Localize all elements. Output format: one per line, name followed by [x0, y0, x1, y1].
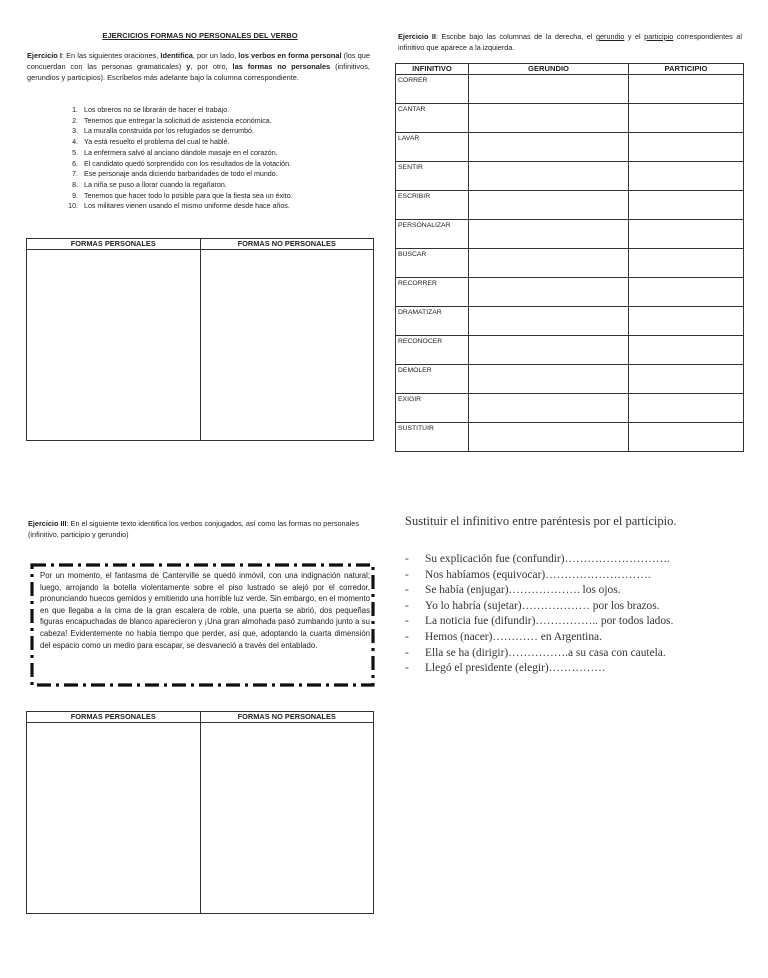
infinitive-cell: ESCRIBIR — [396, 191, 469, 220]
participle-item-text: Yo lo habría (sujetar)……………… por los brazos. — [425, 599, 660, 612]
sentence-item: 1. Los obreros no se librarán de hacer el trabajo. — [80, 105, 400, 116]
infinitive-cell: DEMOLER — [396, 365, 469, 394]
sentence-item: 5. La enfermera salvó al anciano dándole masaje en el corazón. — [80, 148, 400, 159]
instruction-text: y el — [624, 32, 645, 41]
infinitive-cell: DRAMATIZAR — [396, 307, 469, 336]
participle-item-text: La noticia fue (difundir)…………….. por todos lados. — [425, 615, 674, 628]
exercise-2-instructions — [398, 31, 742, 53]
participle-item — [405, 599, 673, 615]
sentence-item: 8. La niña se puso a llorar cuando la regañaron. — [80, 180, 400, 191]
sentence-item: 6. El candidato quedó sorprendido con los resultados de la votación. — [80, 159, 400, 170]
sentence-item: 2. Tenemos que entregar la solicitud de asistencia económica. — [80, 116, 400, 127]
gerund-cell[interactable] — [469, 365, 629, 394]
instruction-bold: Identifica — [160, 51, 193, 60]
exercise-1-label: Ejercicio I — [27, 51, 62, 60]
answer-cell-personales[interactable] — [27, 250, 201, 441]
gerund-cell[interactable] — [469, 104, 629, 133]
participle-cell[interactable] — [629, 104, 744, 133]
column-header-no-personales: FORMAS NO PERSONALES — [200, 712, 374, 723]
instruction-text: : Escribe bajo las columnas de la derecha, el — [435, 32, 596, 41]
sentence-list — [50, 105, 400, 212]
infinitive-cell: SUSTITUIR — [396, 423, 469, 452]
sentence-item: 9. Tenemos que hacer todo lo posible para que la fiesta sea un éxito. — [80, 191, 400, 202]
infinitive-cell: CANTAR — [396, 104, 469, 133]
participle-cell[interactable] — [629, 220, 744, 249]
gerund-cell[interactable] — [469, 336, 629, 365]
worksheet-title: EJERCICIOS FORMAS NO PERSONALES DEL VERBO — [102, 31, 298, 40]
bullet-dash: - — [405, 615, 409, 628]
participle-cell[interactable] — [629, 394, 744, 423]
column-header-personales: FORMAS PERSONALES — [27, 712, 201, 723]
column-header-gerundio: GERUNDIO — [469, 64, 629, 75]
bullet-dash: - — [405, 662, 409, 675]
infinitive-cell: CORRER — [396, 75, 469, 104]
canterville-passage: Por un momento, el fantasma de Canterville se quedó inmóvil, con una indignación natural; luego, arrojando la botella violentamente sobre el piso lustrado se alejó por el corredor, pronunciando huecos gemidos y emitiendo una horrible luz verde. Sin embargo, en el momento en que llegaba a la cima de la gran escalera de roble, una puerta se abrió, dos pequeñas figuras encapuchadas de blanco aparecieron y ¡Una gran almohada pasó zumbando junto a su cabeza! Evidentemente no había tiempo que perder, así que, adoptando la cuarta dimensión del espacio como un medio para escapar, se desvaneció a través del entablado. — [40, 571, 370, 650]
participle-cell[interactable] — [629, 336, 744, 365]
participle-item — [405, 568, 673, 584]
infinitive-cell: LAVAR — [396, 133, 469, 162]
instruction-text: : En las siguientes oraciones, — [61, 51, 161, 60]
gerund-cell[interactable] — [469, 220, 629, 249]
column-header-infinitivo: INFINITIVO — [396, 64, 469, 75]
instruction-text: , por otro, — [190, 62, 233, 71]
infinitive-cell: RECONOCER — [396, 336, 469, 365]
gerund-cell[interactable] — [469, 249, 629, 278]
instruction-bold: y — [186, 62, 191, 71]
instruction-bold: las formas no personales — [232, 62, 331, 71]
infinitive-cell: BUSCAR — [396, 249, 469, 278]
instruction-text: , por un lado, — [192, 51, 239, 60]
participle-item — [405, 583, 673, 599]
participle-item-text: Nos habíamos (equivocar)………………………. — [425, 568, 651, 581]
bullet-dash: - — [405, 553, 409, 565]
bullet-dash: - — [405, 599, 409, 612]
gerund-cell[interactable] — [469, 394, 629, 423]
participle-cell[interactable] — [629, 191, 744, 220]
column-header-personales: FORMAS PERSONALES — [27, 239, 201, 250]
bullet-dash: - — [405, 568, 409, 581]
bullet-dash: - — [405, 646, 409, 659]
gerund-cell[interactable] — [469, 75, 629, 104]
infinitive-cell: EXIGIR — [396, 394, 469, 423]
exercise-3-label: Ejercicio III — [28, 519, 67, 528]
participle-cell[interactable] — [629, 423, 744, 452]
exercise-1-answer-table — [26, 238, 374, 441]
participle-item-text: Su explicación fue (confundir)………………………. — [425, 553, 670, 565]
instruction-underlined: gerundio — [595, 32, 625, 41]
participle-exercise-list — [405, 552, 673, 677]
participle-exercise-title: Sustituir el infinitivo entre paréntesis por el participio. — [405, 514, 677, 528]
instruction-bold: los verbos en forma personal — [238, 51, 342, 60]
exercise-1-instructions — [27, 50, 370, 83]
participle-item — [405, 661, 673, 677]
participle-cell[interactable] — [629, 307, 744, 336]
infinitive-cell: SENTIR — [396, 162, 469, 191]
exercise-3-answer-table — [26, 711, 374, 914]
instruction-underlined: participio — [644, 32, 674, 41]
verb-forms-table — [395, 63, 744, 452]
participle-item-text: Se había (enjugar)………………. los ojos. — [425, 584, 621, 597]
answer-cell-personales[interactable] — [27, 723, 201, 914]
gerund-cell[interactable] — [469, 278, 629, 307]
participle-cell[interactable] — [629, 249, 744, 278]
instruction-text: (infinitivos, gerundios y participios). Escríbelos más adelante bajo la columna correspondiente. — [27, 62, 370, 82]
sentence-item: 4. Ya está resuelto el problema del cual te hablé. — [80, 137, 400, 148]
sentence-item: 10. Los militares vienen usando el mismo uniforme desde hace años. — [80, 201, 400, 212]
participle-item — [405, 630, 673, 646]
participle-item — [405, 552, 673, 568]
exercise-2-label: Ejercicio II — [398, 32, 436, 41]
column-header-participio: PARTICIPIO — [629, 64, 744, 75]
participle-cell[interactable] — [629, 162, 744, 191]
column-header-no-personales: FORMAS NO PERSONALES — [200, 239, 374, 250]
instruction-text: : En el siguiente texto identifica los verbos conjugados, así como las formas no personales (infinitivo, participio y gerundio) — [28, 519, 359, 539]
gerund-cell[interactable] — [469, 133, 629, 162]
gerund-cell[interactable] — [469, 191, 629, 220]
participle-item — [405, 646, 673, 662]
sentence-item: 3. La muralla construida por los refugiados se derrumbó. — [80, 126, 400, 137]
bullet-dash: - — [405, 630, 409, 643]
answer-cell-no-personales[interactable] — [200, 250, 374, 441]
participle-item-text: Ella se ha (dirigir)…………….a su casa con cautela. — [425, 646, 666, 659]
participle-item-text: Hemos (nacer)………… en Argentina. — [425, 630, 602, 643]
sentence-item: 7. Ese personaje anda diciendo barbaridades de todo el mundo. — [80, 169, 400, 180]
instruction-text: (los que concuerdan con las personas gramaticales) — [27, 51, 371, 71]
participle-item — [405, 614, 673, 630]
participle-cell[interactable] — [629, 75, 744, 104]
infinitive-cell: RECORRER — [396, 278, 469, 307]
infinitive-cell: PERSONALIZAR — [396, 220, 469, 249]
gerund-cell[interactable] — [469, 162, 629, 191]
instruction-text: correspondientes al infinitivo que aparece a la izquierda. — [398, 32, 742, 52]
gerund-cell[interactable] — [469, 307, 629, 336]
bullet-dash: - — [405, 584, 409, 597]
participle-cell[interactable] — [629, 365, 744, 394]
participle-cell[interactable] — [629, 278, 744, 307]
participle-cell[interactable] — [629, 133, 744, 162]
answer-cell-no-personales[interactable] — [200, 723, 374, 914]
participle-item-text: Llegó el presidente (elegir)…………… — [425, 662, 606, 675]
gerund-cell[interactable] — [469, 423, 629, 452]
exercise-3-instructions — [28, 518, 370, 540]
